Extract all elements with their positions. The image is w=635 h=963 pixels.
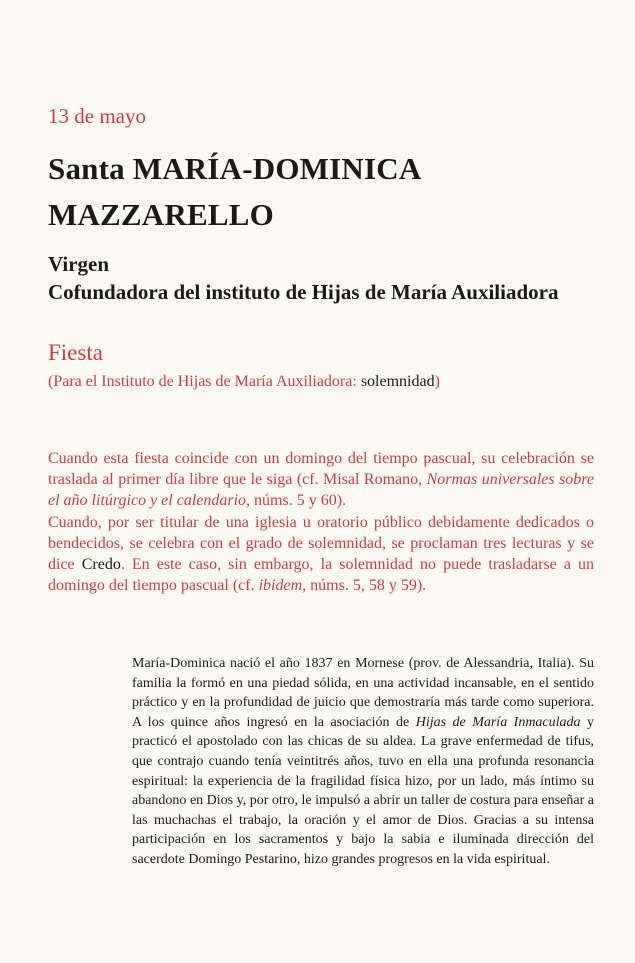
note-open-paren: ( [48, 373, 54, 390]
rubric-paragraph-2 [48, 512, 594, 597]
subtitle-line-2: Cofundadora del instituto de Hijas de María Auxiliadora [48, 280, 559, 304]
rubric-block [48, 448, 594, 596]
biography-paragraph [132, 654, 594, 870]
rubric2-text-start: Cuando, por ser titular de una iglesia u oratorio público debidamente dedicados o bendecidos, se celebra con el grado de solemnidad, se proclaman tres lecturas y se dice [48, 513, 594, 574]
bio-italic-association: Hijas de María Inmaculada [415, 714, 581, 730]
rubric2-text-middle: . En este caso, sin embargo, la solemnidad no puede trasladarse a un domingo del tiempo pascual (cf. [48, 556, 594, 595]
title-line-1: Santa MARÍA-DOMINICA [48, 151, 422, 186]
feast-date: 13 de mayo [48, 104, 146, 128]
rubric2-text-end: núms. 5, 58 y 59). [306, 577, 427, 595]
rubric1-italic-reference: Normas universales sobre el año litúrgico y el calendario, [48, 471, 595, 510]
rank-note [48, 373, 440, 391]
note-rank: solemnidad [360, 373, 435, 390]
rubric2-credo: Credo [81, 556, 121, 574]
rubric1-text-start: Cuando esta fiesta coincide con un domingo del tiempo pascual, su celebración se traslada al primer día libre que le siga (cf. Misal Romano, [48, 450, 594, 489]
bio-text-end: y practicó el apostolado con las chicas de su aldea. La grave enfermedad de tifus, que contrajo cuando tenía veintitrés años, tuvo en ella una profunda resonancia espiritual: la experiencia de la fragilidad física hizo, por un lado, más íntimo su abandono en Dios y, por otro, le impulsó a abrir un taller de costura para enseñar a las muchachas el trabajo, la oración y el amor de Dios. Gracias a su intensa participación en los sacramentos y bajo la sabia e iluminada dirección del sacerdote Domingo Pestarino, hizo grandes progresos en la vida espiritual. [132, 714, 595, 867]
saint-name-title [48, 146, 421, 238]
note-close-paren: ) [434, 373, 440, 390]
rubric1-text-end: núms. 5 y 60). [250, 492, 347, 510]
bio-text-start: María-Dominica nació el año 1837 en Mornese (prov. de Alessandria, Italia). Su familia la formó en una piedad sólida, en una actividad incansable, en el sentido práctico y en la profundidad de juicio que demostraría más tarde como superiora. A los quince años ingresó en la asociación de [132, 656, 594, 730]
subtitle-line-1: Virgen [48, 252, 110, 276]
saint-subtitle [48, 250, 558, 306]
rubric2-italic-reference: ibidem, [258, 577, 307, 595]
rubric-paragraph-1 [48, 448, 594, 512]
liturgical-rank: Fiesta [48, 340, 103, 365]
note-text: Para el Instituto de Hijas de María Auxiliadora: [53, 373, 361, 390]
title-line-2: MAZZARELLO [48, 197, 274, 232]
